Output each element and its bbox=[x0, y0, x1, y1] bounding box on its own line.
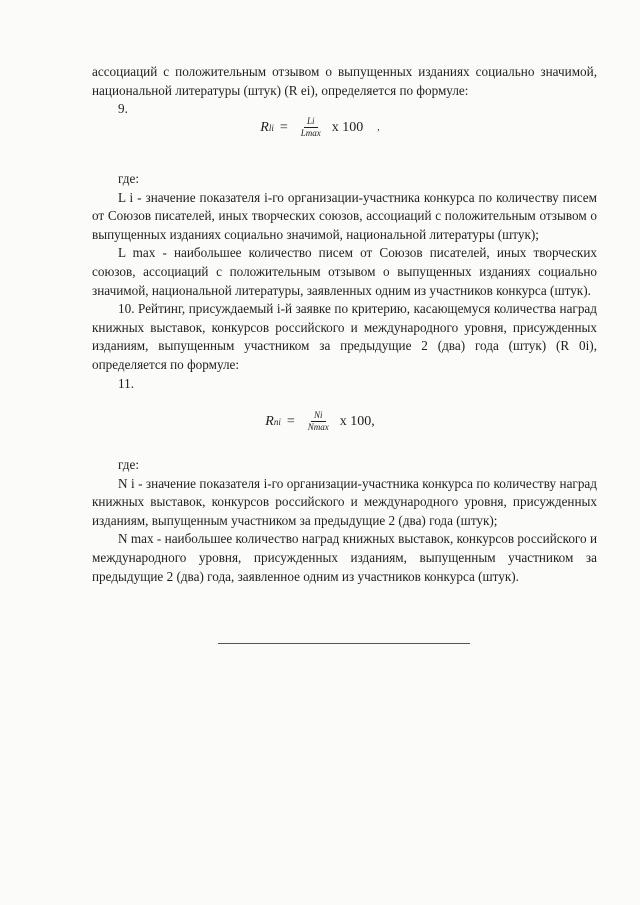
item-11-where-label: где: bbox=[118, 457, 139, 472]
intro-block bbox=[92, 63, 597, 119]
formula-11-lhs-sub: ni bbox=[273, 416, 281, 427]
formula-11 bbox=[0, 410, 640, 433]
item-9-definitions bbox=[92, 170, 597, 393]
formula-11-denominator-sub: max bbox=[313, 422, 329, 432]
item-11-def-nmax: N max - наибольшее количество наград книжных выставок, конкурсов российского и международного уровня, присужденных изданиям, выпущенным участником за предыдущие 2 (два) года, заявленное одним из участников конкурса (штук). bbox=[92, 531, 597, 584]
formula-11-numerator-sub: i bbox=[319, 410, 323, 420]
formula-9-equals: = bbox=[279, 119, 288, 135]
item-9-where-label: где: bbox=[118, 171, 139, 186]
intro-paragraph: ассоциаций с положительным отзывом о выпущенных изданиях социально значимой, национальной литературы (штук) (R ei), определяется по формуле: bbox=[92, 64, 597, 98]
formula-9-fraction bbox=[298, 116, 324, 139]
formula-9-multiplier: x 100 bbox=[331, 119, 364, 135]
formula-9-numerator-sub: i bbox=[311, 116, 315, 126]
formula-9-numerator: L bbox=[306, 116, 312, 126]
formula-11-denominator: N bbox=[307, 422, 314, 432]
formula-9-denominator: L bbox=[300, 128, 306, 138]
item-11-definitions bbox=[92, 456, 597, 586]
item-9-number: 9. bbox=[118, 101, 128, 117]
formula-9-lhs-sub: li bbox=[268, 122, 274, 133]
end-rule bbox=[218, 643, 470, 644]
item-11-def-ni: N i - значение показателя i-го организации-участника конкурса по количеству наград книжных выставок, конкурсов российского и международного уровня, присужденных изданиям, выпущенным участником за предыдущие 2 (два) года (штук); bbox=[92, 475, 597, 528]
formula-11-multiplier: x 100, bbox=[339, 413, 375, 429]
item-11-number: 11. bbox=[118, 375, 134, 391]
formula-11-lhs: R bbox=[265, 413, 274, 429]
formula-9-lhs: R bbox=[260, 119, 269, 135]
formula-9-trailing: , bbox=[377, 122, 380, 133]
formula-11-numerator: N bbox=[313, 410, 320, 420]
formula-11-equals: = bbox=[286, 413, 295, 429]
formula-9-denominator-sub: max bbox=[305, 128, 321, 138]
item-10-paragraph: 10. Рейтинг, присуждаемый i-й заявке по критерию, касающемуся количества наград книжных выставок, конкурсов российского и международного уровня, присужденных изданиям, выпущенным участником за предыдущие 2 (два) года (штук) (R 0i), определяется по формуле: bbox=[92, 301, 597, 372]
formula-11-fraction bbox=[305, 410, 332, 433]
formula-9 bbox=[0, 116, 640, 139]
item-9-def-lmax: L max - наибольшее количество писем от Союзов писателей, иных творческих союзов, ассоциаций с положительным отзывом о выпущенных изданиях социально значимой, национальной литературы, заявленных одним из участников конкурса (штук). bbox=[92, 245, 597, 298]
item-9-def-li: L i - значение показателя i-го организации-участника конкурса по количеству писем от Союзов писателей, иных творческих союзов, ассоциаций с положительным отзывом о выпущенных изданиях социально значимой, национальной литературы (штук); bbox=[92, 189, 597, 242]
